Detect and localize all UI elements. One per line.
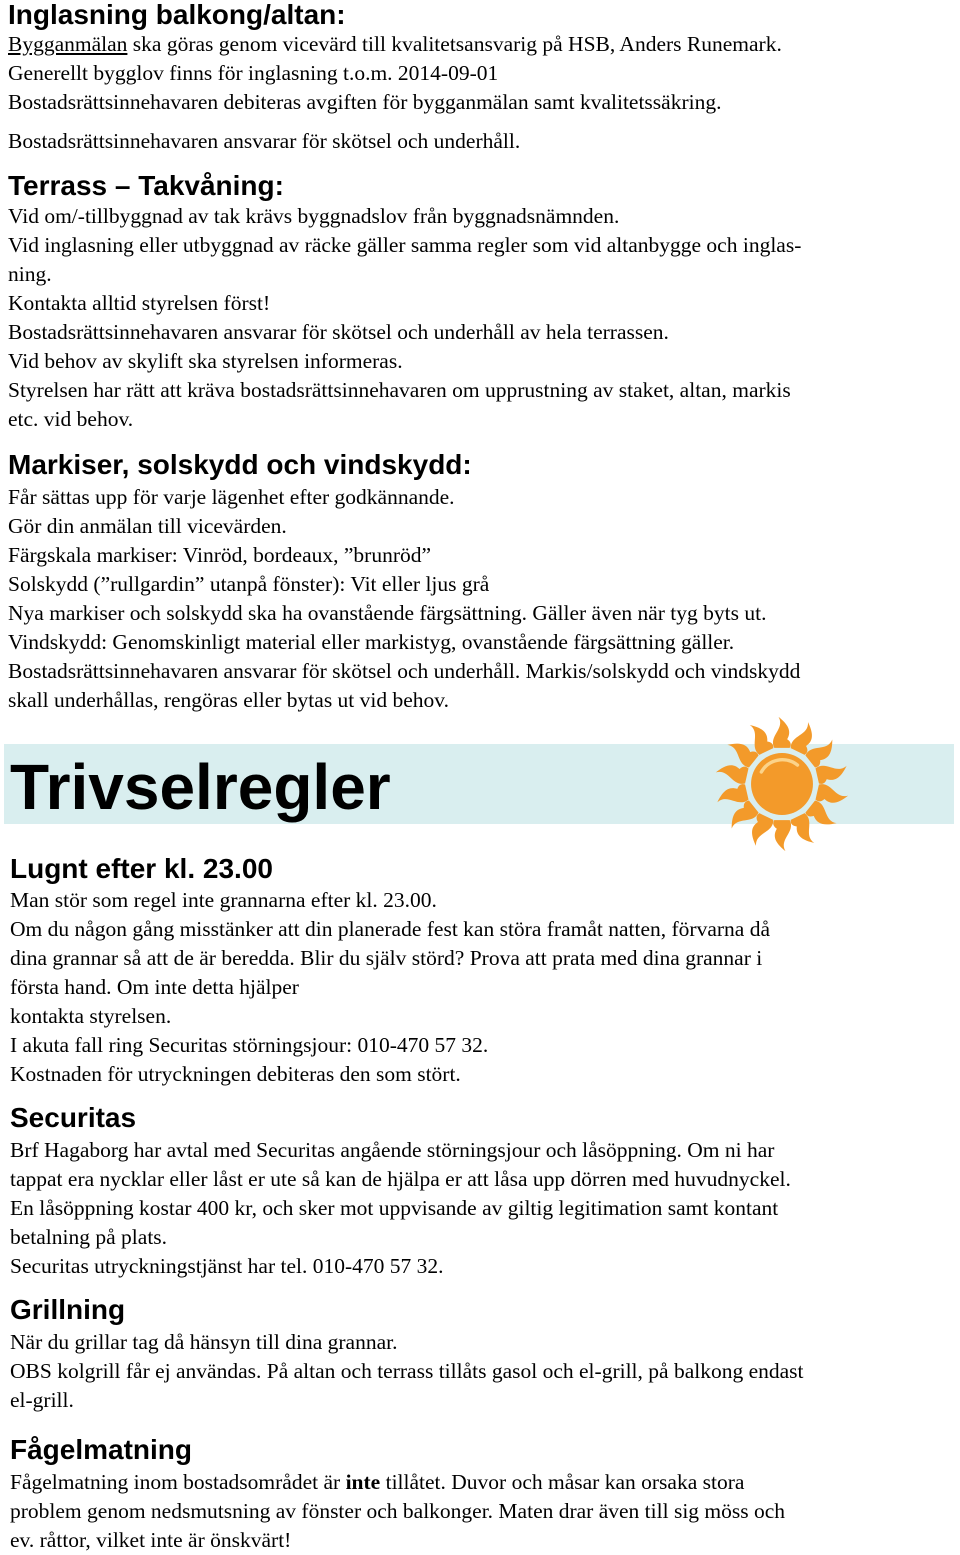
terrass-line: Vid inglasning eller utbyggnad av räcke gäller samma regler som vid altanbygge och inglas- <box>8 233 802 257</box>
terrass-line: Vid behov av skylift ska styrelsen informeras. <box>8 349 403 373</box>
terrass-line: ning. <box>8 262 52 286</box>
sun-ray <box>724 735 759 768</box>
sun-ray <box>715 784 749 808</box>
sun-ray <box>773 820 791 851</box>
grillning-line: el-grill. <box>10 1388 74 1412</box>
section-lugnt <box>10 852 955 1089</box>
bygganmalan-link[interactable]: Bygganmälan <box>8 32 128 56</box>
lugnt-line: första hand. Om inte detta hjälper <box>10 975 299 999</box>
markiser-line: Färgskala markiser: Vinröd, bordeaux, ”brunröd” <box>8 543 432 567</box>
markiser-heading: Markiser, solskydd och vindskydd: <box>8 449 472 480</box>
fagel-line-2: problem genom nedsmutsning av fönster och balkonger. Maten drar även till sig möss och <box>10 1499 786 1523</box>
sun-ray <box>805 799 840 832</box>
terrass-line: Bostadsrättsinnehavaren ansvarar för skötsel och underhåll av hela terrassen. <box>8 320 669 344</box>
markiser-line: Nya markiser och solskydd ska ha ovanstående färgsättning. Gäller även när tyg byts ut. <box>8 601 767 625</box>
lugnt-line: kontakta styrelsen. <box>10 1004 172 1028</box>
grillning-line: OBS kolgrill får ej användas. På altan och terrass tillåts gasol och el-grill, på balkong endast <box>10 1359 804 1383</box>
lugnt-heading: Lugnt efter kl. 23.00 <box>10 853 273 884</box>
section-securitas <box>10 1100 955 1281</box>
balkong-line-4: Bostadsrättsinnehavaren ansvarar för skötsel och underhåll. <box>8 129 521 153</box>
terrass-heading: Terrass – Takvåning: <box>8 170 284 201</box>
section-grillning <box>10 1292 955 1415</box>
fagel-line-3: ev. råttor, vilket inte är önskvärt! <box>10 1528 292 1552</box>
balkong-line-2: Generellt bygglov finns för inglasning t.o.m. 2014-09-01 <box>8 61 499 85</box>
lugnt-line: dina grannar så att de är beredda. Blir du själv störd? Prova att prata med dina grannar i <box>10 946 763 970</box>
terrass-line: Vid om/-tillbyggnad av tak krävs byggnadslov från byggnadsnämnden. <box>8 204 620 228</box>
section-markiser <box>8 447 953 715</box>
markiser-line: Vindskydd: Genomskinligt material eller markistyg, ovanstående färgsättning gäller. <box>8 630 735 654</box>
terrass-line: Kontakta alltid styrelsen först! <box>8 291 271 315</box>
securitas-line: En låsöppning kostar 400 kr, och sker mot uppvisande av giltig legitimation samt kontant <box>10 1196 779 1220</box>
section-fagelmatning <box>10 1432 955 1555</box>
emphasis-inte: inte <box>345 1470 381 1494</box>
fagel-line-1: Fågelmatning inom bostadsområdet är inte tillåtet. Duvor och måsar kan orsaka stora <box>10 1470 745 1494</box>
markiser-line: Bostadsrättsinnehavaren ansvarar för skötsel och underhåll. Markis/solskydd och vindskydd <box>8 659 801 683</box>
balkong-line-1: Bygganmälan ska göras genom vicevärd till kvalitetsansvarig på HSB, Anders Runemark. <box>8 32 782 56</box>
markiser-line: Solskydd (”rullgardin” utanpå fönster): Vit eller ljus grå <box>8 572 490 596</box>
fagelmatning-heading: Fågelmatning <box>10 1434 193 1465</box>
securitas-heading: Securitas <box>10 1102 137 1133</box>
lugnt-line: Om du någon gång misstänker att din planerade fest kan störa framåt natten, förvarna då <box>10 917 770 941</box>
trivselregler-title: Trivselregler <box>10 751 391 823</box>
securitas-line: tappat era nycklar eller låst er ute så kan de hjälpa er att låsa upp dörren med huvudnyckel. <box>10 1167 791 1191</box>
grillning-heading: Grillning <box>10 1294 126 1325</box>
lugnt-line: I akuta fall ring Securitas störningsjour: 010-470 57 32. <box>10 1033 489 1057</box>
balkong-heading: Inglasning balkong/altan: <box>8 0 346 30</box>
terrass-line: etc. vid behov. <box>8 407 134 431</box>
markiser-line: Får sättas upp för varje lägenhet efter godkännande. <box>8 485 455 509</box>
lugnt-line: Kostnaden för utryckningen debiteras den som stört. <box>10 1062 461 1086</box>
markiser-line: skall underhållas, rengöras eller bytas ut vid behov. <box>8 688 450 712</box>
section-balkong <box>8 0 953 156</box>
sun-icon <box>696 698 868 870</box>
terrass-line: Styrelsen har rätt att kräva bostadsrättsinnehavaren om upprustning av staket, altan, markis <box>8 378 791 402</box>
markiser-line: Gör din anmälan till vicevärden. <box>8 514 287 538</box>
sun-ray <box>815 760 849 784</box>
securitas-line: Brf Hagaborg har avtal med Securitas angående störningsjour och låsöppning. Om ni har <box>10 1138 775 1162</box>
section-terrass <box>8 170 953 434</box>
grillning-line: När du grillar tag då hänsyn till dina grannar. <box>10 1330 398 1354</box>
securitas-line: Securitas utryckningstjänst har tel. 010-470 57 32. <box>10 1254 444 1278</box>
sun-ray <box>773 717 791 748</box>
balkong-line-3: Bostadsrättsinnehavaren debiteras avgiften för bygganmälan samt kvalitetssäkring. <box>8 90 722 114</box>
lugnt-line: Man stör som regel inte grannarna efter kl. 23.00. <box>10 888 437 912</box>
securitas-line: betalning på plats. <box>10 1225 168 1249</box>
